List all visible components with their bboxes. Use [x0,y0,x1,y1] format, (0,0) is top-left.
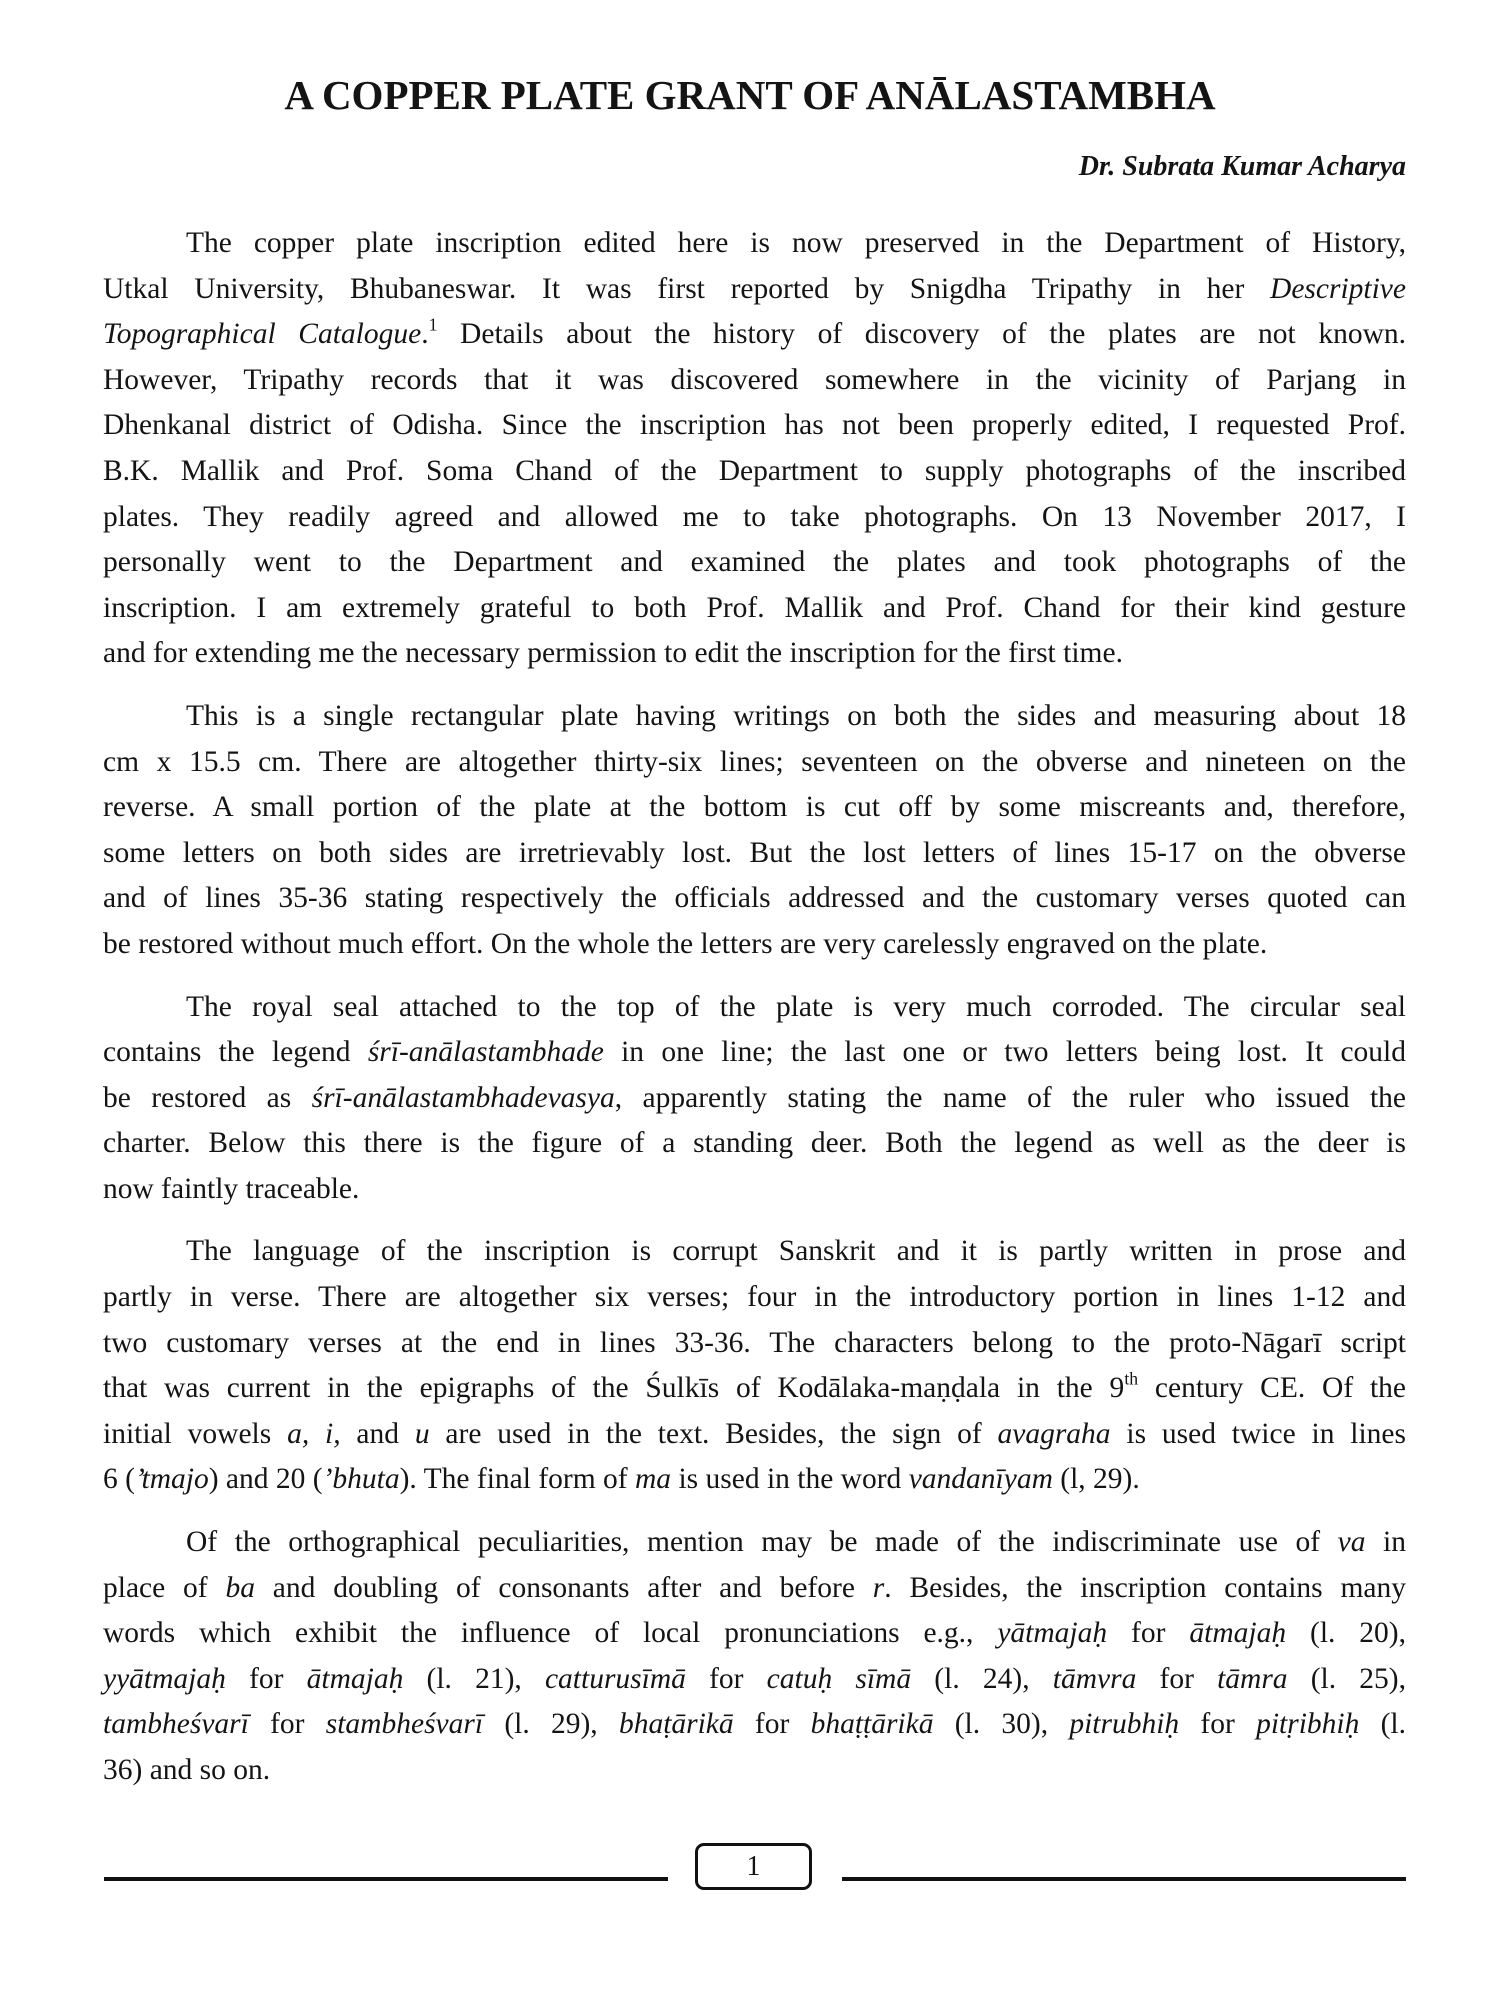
text-segment: are used in the text. Besides, the sign of [429,1417,998,1450]
italic-term: catturusīmā [544,1662,686,1695]
text-segment: for [225,1662,307,1695]
superscript: th [1124,1368,1139,1389]
text-segment: initial vowels [103,1417,288,1450]
italic-term: Descriptive [1270,272,1406,305]
text-line [103,586,1406,632]
footer-rule-right [842,1877,1406,1881]
text-segment: (l. 24), [911,1662,1053,1695]
text-segment: for [1136,1662,1218,1695]
text-segment: 6 ( [103,1463,135,1496]
text-segment: in one line; the last one or two letters being lost. It could [603,1036,1407,1069]
footer-rule-left [104,1877,668,1881]
text-segment: and of lines 35-36 stating respectively the officials addressed and the customary verses quoted can [103,882,1406,915]
text-line [103,1457,1406,1503]
text-line [103,221,1406,267]
text-segment: ) and 20 ( [208,1463,323,1496]
text-segment: two customary verses at the end in lines 33-36. The characters belong to the proto-Nāgarī script [103,1326,1406,1359]
text-line [103,631,1406,677]
text-line [103,1275,1406,1321]
text-line [103,1702,1406,1748]
text-line [103,403,1406,449]
italic-term: a, i, [287,1417,341,1450]
italic-term: ’bhuta [322,1463,400,1496]
paragraph [103,1520,1406,1794]
italic-term: r [872,1571,885,1604]
text-line [103,1229,1406,1275]
paragraph [103,694,1406,968]
italic-term: yātmajaḥ [997,1617,1108,1650]
text-segment: be restored without much effort. On the whole the letters are very carelessly engraved on the plate. [103,927,1268,960]
author-name: Dr. Subrata Kumar Acharya [1078,151,1406,182]
text-line [103,449,1406,495]
text-segment: for [685,1662,767,1695]
article-title: A COPPER PLATE GRANT OF ANĀLASTAMBHA [284,72,1216,118]
italic-term: tambheśvarī [103,1708,249,1741]
text-line [103,1611,1406,1657]
text-line [103,312,1406,358]
page-number: 1 [695,1843,812,1890]
text-segment: be restored as [103,1081,312,1114]
text-segment: words which exhibit the influence of local pronunciations e.g., [103,1617,998,1650]
text-segment: . [421,318,429,351]
text-line [103,358,1406,404]
text-segment: for [248,1708,326,1741]
text-segment: (l. [1359,1708,1406,1741]
text-segment: reverse. A small portion of the plate at the bottom is cut off by some miscreants and, therefore, [103,791,1406,824]
text-segment: and doubling of consonants after and before [254,1571,873,1604]
italic-term: ātmajaḥ [1189,1617,1287,1650]
text-segment: some letters on both sides are irretrievably lost. But the lost letters of lines 15-17 on the obverse [103,836,1406,869]
text-segment: for [733,1708,811,1741]
text-line [103,1748,1406,1794]
text-segment: cm x 15.5 cm. There are altogether thirty-six lines; seventeen on the obverse and nineteen on the [103,745,1406,778]
article-body [103,221,1406,1811]
text-segment: ). The final form of [399,1463,635,1496]
text-line [103,922,1406,968]
text-segment: This is a single rectangular plate having writings on both the sides and measuring about 18 [186,699,1406,732]
text-line [103,985,1406,1031]
text-segment: B.K. Mallik and Prof. Soma Chand of the Department to supply photographs of the inscribed [103,454,1406,487]
text-segment: and [340,1417,415,1450]
italic-term: avagraha [997,1417,1111,1450]
text-segment: Utkal University, Bhubaneswar. It was first reported by Snigdha Tripathy in her [103,272,1271,305]
text-line [103,1366,1406,1412]
text-segment: is used twice in lines [1110,1417,1406,1450]
text-segment: Dhenkanal district of Odisha. Since the inscription has not been properly edited, I requested Prof. [103,409,1406,442]
text-line [103,1657,1406,1703]
text-segment: partly in verse. There are altogether six verses; four in the introductory portion in lines 1-12 and [103,1281,1406,1314]
text-line [103,540,1406,586]
text-segment: , apparently stating the name of the ruler who issued the [614,1081,1406,1114]
text-segment: Details about the history of discovery of the plates are not known. [437,318,1407,351]
italic-term: bhaṭārikā [618,1708,734,1741]
text-segment: now faintly traceable. [103,1172,360,1205]
text-segment: The copper plate inscription edited here is now preserved in the Department of History, [186,227,1406,259]
text-line [103,267,1406,313]
text-line [103,1076,1406,1122]
italic-term: stambheśvarī [325,1708,484,1741]
text-line [103,1167,1406,1213]
italic-term: tāmvra [1052,1662,1137,1695]
italic-term: catuḥ sīmā [766,1662,912,1695]
text-segment: place of [103,1571,226,1604]
text-line [103,740,1406,786]
text-line [103,1030,1406,1076]
text-segment: contains the legend [103,1036,368,1069]
italic-term: Topographical Catalogue [103,318,422,351]
text-segment: . Besides, the inscription contains many [884,1571,1406,1604]
text-line [103,876,1406,922]
text-segment: inscription. I am extremely grateful to both Prof. Mallik and Prof. Chand for their kind gesture [103,591,1406,624]
superscript: 1 [428,314,438,335]
text-segment: (l. 21), [403,1662,545,1695]
text-segment: (l, 29). [1052,1463,1140,1496]
text-segment: Of the orthographical peculiarities, mention may be made of the indiscriminate use of [186,1526,1338,1559]
text-segment: (l. 25), [1287,1662,1407,1695]
text-segment: (l. 30), [933,1708,1070,1741]
italic-term: ba [225,1571,255,1604]
text-segment: century CE. Of the [1138,1372,1407,1405]
text-segment: that was current in the epigraphs of the Śulkīs of Kodālaka-maṇḍala in the 9 [103,1372,1125,1405]
paragraph [103,1229,1406,1503]
text-segment: (l. 29), [483,1708,619,1741]
italic-term: pitṛibhiḥ [1256,1708,1360,1741]
paragraph [103,985,1406,1213]
italic-term: ma [635,1463,672,1496]
text-segment: charter. Below this there is the figure of a standing deer. Both the legend as well as the deer is [103,1127,1406,1160]
text-segment: (l. 20), [1286,1617,1406,1650]
text-segment: plates. They readily agreed and allowed me to take photographs. On 13 November 2017, I [103,500,1406,533]
italic-term: u [414,1417,430,1450]
text-line [103,1520,1406,1566]
text-segment: However, Tripathy records that it was discovered somewhere in the vicinity of Parjang in [103,363,1406,396]
text-line [103,495,1406,541]
text-line [103,1412,1406,1458]
text-segment: The language of the inscription is corrupt Sanskrit and it is partly written in prose and [186,1235,1406,1268]
text-line [103,831,1406,877]
italic-term: tāmra [1217,1662,1288,1695]
text-segment: for [1179,1708,1257,1741]
text-line [103,1321,1406,1367]
paragraph [103,221,1406,677]
italic-term: ’tmajo [134,1463,209,1496]
italic-term: va [1337,1526,1366,1559]
italic-term: bhaṭṭārikā [810,1708,934,1741]
italic-term: vandanīyam [908,1463,1053,1496]
italic-term: pitrubhiḥ [1069,1708,1180,1741]
text-line [103,1121,1406,1167]
text-segment: for [1107,1617,1190,1650]
text-line [103,694,1406,740]
text-segment: and for extending me the necessary permission to edit the inscription for the first time. [103,637,1123,670]
page-footer [0,1840,1500,1900]
italic-term: yyātmajaḥ [103,1662,226,1695]
text-segment: in [1365,1526,1407,1559]
text-segment: personally went to the Department and examined the plates and took photographs of the [103,546,1406,579]
text-line [103,785,1406,831]
text-segment: The royal seal attached to the top of the plate is very much corroded. The circular seal [186,990,1406,1023]
text-segment: 36) and so on. [103,1754,271,1786]
italic-term: śrī-anālastambhadevasya [311,1081,615,1114]
italic-term: ātmajaḥ [306,1662,404,1695]
italic-term: śrī-anālastambhade [367,1036,604,1069]
text-line [103,1566,1406,1612]
text-segment: is used in the word [671,1463,909,1496]
